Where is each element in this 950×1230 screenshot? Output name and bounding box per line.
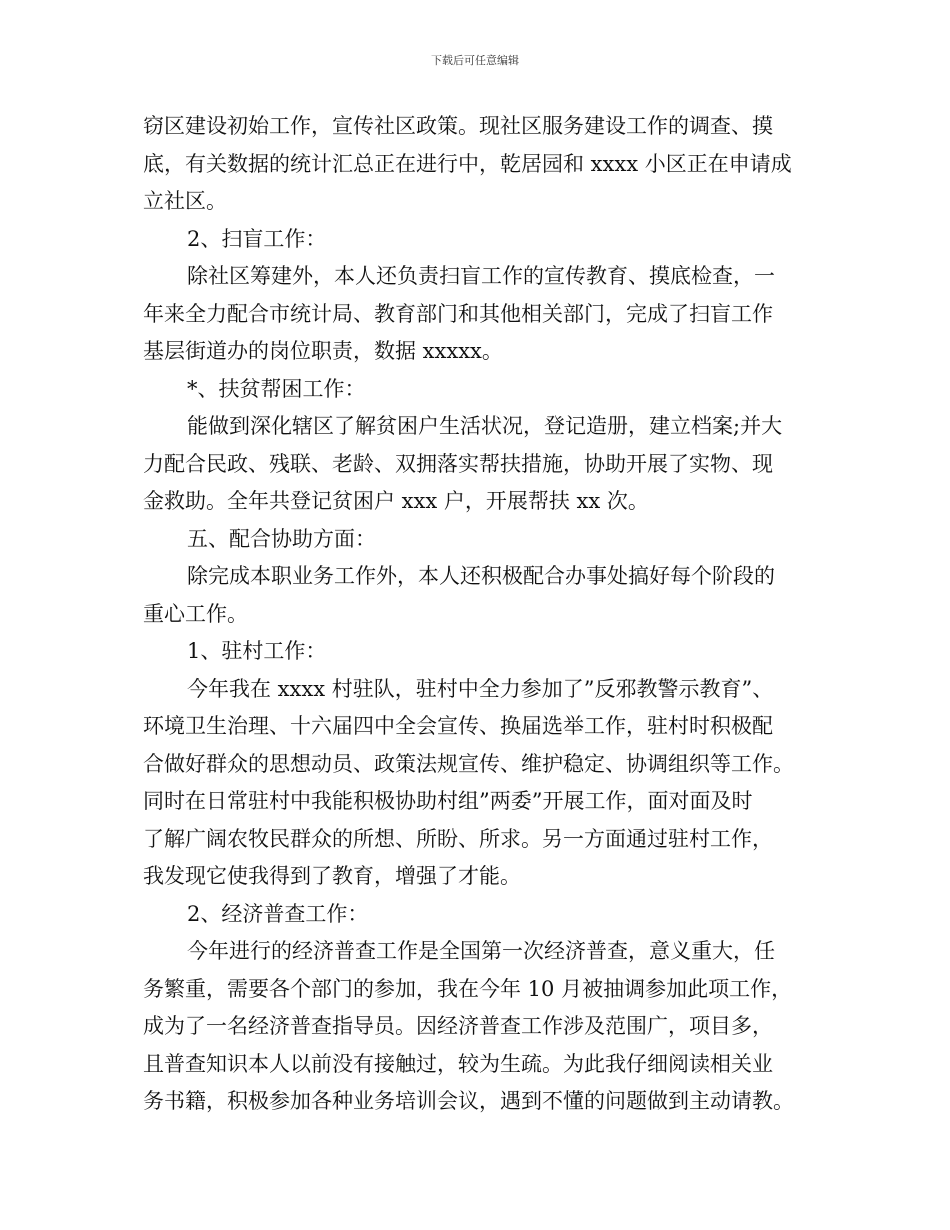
text-line: 环境卫生治理、十六届四中全会宣传、换届选举工作，驻村时积极配 [143,714,773,738]
text-line: 今年进行的经济普查工作是全国第一次经济普查，意义重大，任 [187,939,775,963]
text-line: 合做好群众的思想动员、政策法规宣传、维护稳定、协调组织等工作。 [143,751,794,776]
text-line: 窃区建设初始工作，宣传社区政策。现社区服务建设工作的调查、摸 [143,114,773,138]
text-line: 立社区。 [143,189,227,213]
text-line: 五、配合协助方面： [187,526,376,551]
text-line: 今年我在 xxxx 村驻队，驻村中全力参加了”反邪教警示教育”、 [187,676,774,701]
text-line: 且普查知识本人以前没有接触过，较为生疏。为此我仔细阅读相关业 [143,1051,773,1076]
page-header: 下载后可任意编辑 [431,54,519,67]
text-line: 2、经济普查工作： [187,901,369,926]
text-line: 能做到深化辖区了解贫困户生活状况，登记造册，建立档案;并大 [187,414,783,438]
document-body [143,108,813,1121]
text-line: 了解广阔农牧民群众的所想、所盼、所求。另一方面通过驻村工作， [143,826,773,851]
text-line: 我发现它使我得到了教育，增强了才能。 [143,864,521,888]
text-line: 除完成本职业务工作外，本人还积极配合办事处搞好每个阶段的 [187,564,775,588]
text-line: 基层街道办的岗位职责，数据 xxxxx。 [143,339,503,363]
text-line: 底，有关数据的统计汇总正在进行中，乾居园和 xxxx 小区正在申请成 [143,151,792,176]
text-line: 成为了一名经济普查指导员。因经济普查工作涉及范围广，项目多， [143,1014,773,1038]
text-line: 务书籍，积极参加各种业务培训会议，遇到不懂的问题做到主动请教。 [143,1089,794,1113]
text-line: 同时在日常驻村中我能积极协助村组”两委”开展工作，面对面及时 [143,789,753,813]
text-line: 金救助。全年共登记贫困户 xxx 户，开展帮扶 xx 次。 [143,489,649,513]
text-line: *、扶贫帮困工作： [187,376,366,401]
text-line: 年来全力配合市统计局、教育部门和其他相关部门，完成了扫盲工作 [143,301,773,326]
text-line: 1、驻村工作： [187,639,327,663]
text-line: 力配合民政、残联、老龄、双拥落实帮扶措施，协助开展了实物、现 [143,451,773,476]
text-line: 除社区筹建外，本人还负责扫盲工作的宣传教育、摸底检查，一 [187,264,775,288]
text-line: 2、扫盲工作： [187,226,327,251]
text-line: 务繁重，需要各个部门的参加，我在今年 10 月被抽调参加此项工作， [143,976,793,1001]
text-line: 重心工作。 [143,601,248,626]
